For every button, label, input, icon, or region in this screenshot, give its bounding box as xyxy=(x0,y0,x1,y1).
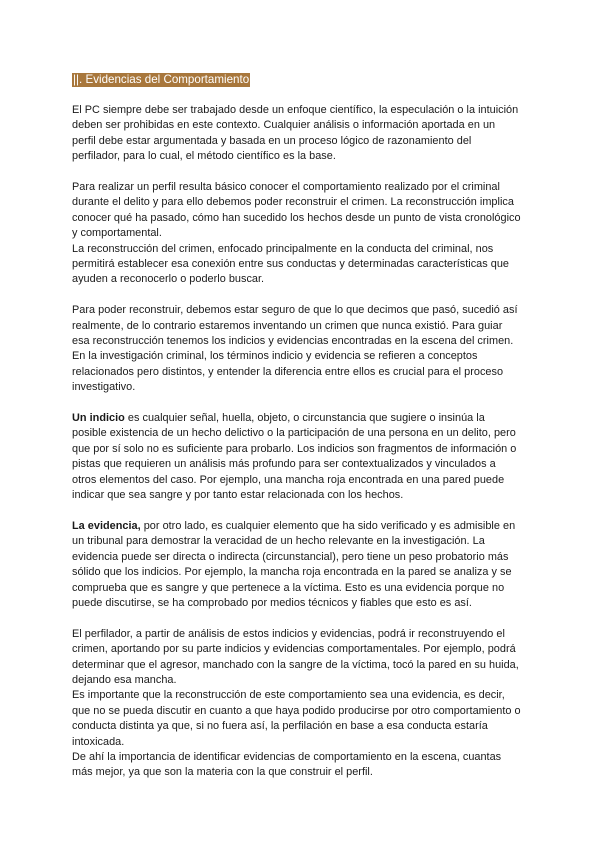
text-line: durante el delito y para ello debemos poder reconstruir el crimen. La reconstrucción implica xyxy=(72,196,514,209)
paragraph-indicio-definition xyxy=(72,411,540,503)
text-line: perfilador, para lo cual, el método científico es la base. xyxy=(72,150,336,163)
bold-term-evidencia: La evidencia, xyxy=(72,519,141,532)
text-line: realmente, de lo contrario estaremos inventando un crimen que nunca existió. Para guiar xyxy=(72,319,503,332)
paragraph-pc-scientific xyxy=(72,103,540,165)
text-line: relacionados pero distintos, y entender la diferencia entre ellos es crucial para el proceso xyxy=(72,365,504,378)
text-line: permitirá establecer esa conexión entre sus conductas y determinadas características que xyxy=(72,258,510,271)
text-line: pistas que requieren un análisis más profundo para ser contextualizados y vinculados a xyxy=(72,458,496,471)
text-line xyxy=(72,519,540,534)
text-line xyxy=(72,411,540,426)
text-line: evidencia puede ser directa o indirecta (circunstancial), pero tiene un peso probatorio más xyxy=(72,550,509,563)
text-line: En la investigación criminal, los términos indicio y evidencia se refieren a conceptos xyxy=(72,350,478,363)
text-line: que por sí solo no es suficiente para probarlo. Los indicios son fragmentos de información o xyxy=(72,442,517,455)
text-line: Para poder reconstruir, debemos estar seguro de que lo que decimos que pasó, sucedió así xyxy=(72,304,518,317)
text-line: De ahí la importancia de identificar evidencias de comportamiento en la escena, cuantas xyxy=(72,750,502,763)
paragraph-perfilador xyxy=(72,627,540,781)
text-line: indicar que sea sangre y por tanto estar relacionada con los hechos. xyxy=(72,489,404,502)
text-line: más mejor, ya que son la materia con la que construir el perfil. xyxy=(72,766,373,779)
text-line: intoxicada. xyxy=(72,735,125,748)
text-line: El perfilador, a partir de análisis de estos indicios y evidencias, podrá ir reconstruyendo el xyxy=(72,627,505,640)
text-line: que no se pueda discutir en cuanto a que haya podido producirse por otro comportamiento o xyxy=(72,704,521,717)
text-run: es cualquier señal, huella, objeto, o circunstancia que sugiere o insinúa la xyxy=(124,412,485,425)
paragraph-reconstruction xyxy=(72,180,540,288)
text-line: comprueba que es sangre y que pertenece a la víctima. Esto es una evidencia porque no xyxy=(72,581,505,594)
text-line: conducta distinta ya que, si no fuera así, la perfilación en base a esa conducta estaría xyxy=(72,720,488,733)
bold-term-indicio: Un indicio xyxy=(72,412,125,425)
paragraph-evidencia-definition xyxy=(72,519,540,611)
text-line: Es importante que la reconstrucción de este comportamiento sea una evidencia, es decir, xyxy=(72,689,505,702)
text-line: sólido que los indicios. Por ejemplo, la mancha roja encontrada en la pared se analiza y se xyxy=(72,566,512,579)
text-line: posible existencia de un hecho delictivo o la participación de una persona en un delito, pero xyxy=(72,427,516,440)
text-line: dejando esa mancha. xyxy=(72,673,177,686)
text-line: investigativo. xyxy=(72,381,136,394)
text-line: El PC siempre debe ser trabajado desde un enfoque científico, la especulación o la intuición xyxy=(72,104,519,116)
text-line: Para realizar un perfil resulta básico conocer el comportamiento realizado por el criminal xyxy=(72,181,500,194)
text-line: ayuden a reconocerlo o poderlo buscar. xyxy=(72,273,265,286)
text-run: por otro lado, es cualquier elemento que ha sido verificado y es admisible en xyxy=(140,519,516,532)
text-line: esa reconstrucción tenemos los indicios y evidencias encontradas en la escena del crimen. xyxy=(72,335,514,348)
text-line: un tribunal para demostrar la veracidad de un hecho relevante en la investigación. La xyxy=(72,535,485,548)
paragraph-indicios-evidencias-intro xyxy=(72,303,540,395)
text-line: conocer qué ha pasado, cómo han sucedido los hechos desde un punto de vista cronológico xyxy=(72,211,521,224)
text-line: La reconstrucción del crimen, enfocado principalmente en la conducta del criminal, nos xyxy=(72,242,494,255)
text-line: deben ser prohibidas en este contexto. Cualquier análisis o información aportada en un xyxy=(72,119,496,132)
text-line: puede discutirse, se ha comprobado por medios técnicos y fiables que esto es así. xyxy=(72,596,472,609)
section-heading: ||. Evidencias del Comportamiento xyxy=(73,73,250,86)
text-line: crimen, aportando por su parte indicios y evidencias comportamentales. Por ejemplo, podrá xyxy=(72,643,516,656)
text-line: perfil debe estar argumentada y basada en un proceso lógico de razonamiento del xyxy=(72,134,472,147)
text-line: y comportamental. xyxy=(72,227,162,240)
text-line: otros elementos del caso. Por ejemplo, una mancha roja encontrada en una pared puede xyxy=(72,473,505,486)
text-line: determinar que el agresor, manchado con la sangre de la víctima, tocó la pared en su huida, xyxy=(72,658,519,671)
